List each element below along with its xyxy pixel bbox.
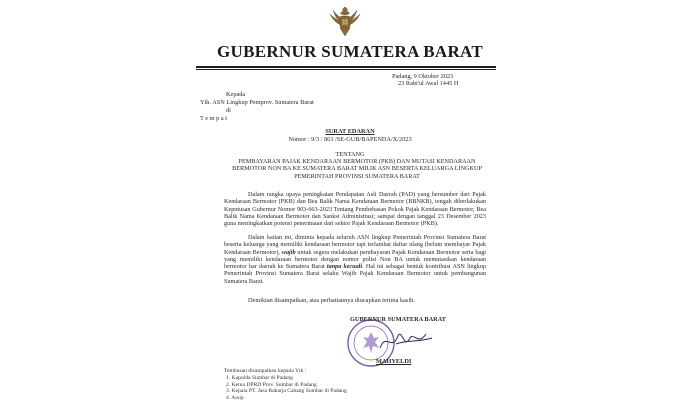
letter-number: Nomor : 9/3 / 863 /SE-GUB/BAPENDA/X/2023 xyxy=(288,136,412,143)
para2-tanpa-kecuali: tanpa kecuali xyxy=(326,263,363,271)
date-gregorian: Padang, 9 Oktober 2023 xyxy=(392,73,454,80)
date-hijri: 23 Rabi'ul Awal 1445 H xyxy=(398,80,459,87)
body-paragraph-1 xyxy=(224,191,486,227)
cc-item: 2. Ketua DPRD Prov. Sumbar di Padang xyxy=(226,381,317,388)
handwritten-signature-icon xyxy=(376,326,436,356)
letterhead-rule-thin xyxy=(196,69,496,70)
body-paragraph-1-text: Dalam rangka upaya peningkatan Pendapatan Asli Daerah (PAD) yang bersumber dari Pajak Kendaraan Bermotor (PKB) dan Bea Balik Nama Kendaraan Bermotor (BBNKB), tengah diberlakukan Keputusan Gubernur Nomor 903-663-2023 Tentang Pembebasan Pokok Pajak Kendaraan Bermotor, Bea Balik Nama Kendaraan Bermotor dan Sanksi Administrasi; sampai dengan tanggal 23 Desember 2023 guna meningkatkan potensi penerimaan dari sektor Pajak Kendaraan Bermotor (PKB). xyxy=(224,191,486,228)
para2-part-c: untuk segera melakukan pembayaran Pajak Kendaraan Bermotor serta bagi yang memiliki kendaraan bermotor dengan nomor polisi Non BA untuk memutasikan kendaraan bermotor har daerah ke Sumatera Barat xyxy=(224,248,487,271)
signature-name: MAHYELDI xyxy=(376,358,412,365)
subject-text: PEMBAYARAN PAJAK KENDARAAN BERMOTOR (PKB) DAN MUTASI KENDARAAN BERMOTOR NON BA KE SUMATERA BARAT MILIK ASN BESERTA KELUARGA LINGKUP PEMERINTAH PROVINSI SUMATERA BARAT xyxy=(232,158,482,180)
garuda-emblem-icon xyxy=(325,4,365,40)
tentang-label: TENTANG xyxy=(335,151,365,158)
cc-heading: Tembusan disampaikan kepada Yth : xyxy=(224,368,307,374)
cc-list xyxy=(226,375,347,401)
para2-part-e: . Hal ini sebagai bentuk kontribusi ASN lingkup Pemerintah Provinsi Sumatera Barat selaku Wajib Pajak Kendaraan Bermotor untuk pembangunan Sumatera Barat. xyxy=(224,263,486,285)
para2-wajib: wajib xyxy=(281,248,296,256)
cc-item: 1. Kapolda Sumbar di Padang xyxy=(226,375,293,381)
recipient-kepada: Kepada xyxy=(226,91,246,98)
letterhead-rule-thick xyxy=(196,66,496,68)
signature-office: GUBERNUR SUMATERA BARAT xyxy=(350,316,446,323)
para2-part-a: Dalam kaitan ini, diminta kepada seluruh ASN lingkup Pemerintah Provinsi Sumatera Barat beserta keluarga yang memiliki kendaraan bermotor tapi terlambat daftar ulang (belum membayar Pajak Kendaraan Bermotor), xyxy=(224,234,486,256)
cc-item: 3. Kepala PT. Jasa Raharja Cabang Sumbar di Padang xyxy=(226,388,347,395)
letterhead-title: GUBERNUR SUMATERA BARAT xyxy=(216,42,484,61)
recipient-di: di xyxy=(226,107,231,114)
cc-item: 4. Arsip xyxy=(226,394,244,401)
recipient-tempat: T e m p a t xyxy=(200,115,227,122)
body-paragraph-2 xyxy=(224,234,486,285)
letter-title: SURAT EDARAN xyxy=(325,128,375,135)
closing-sentence: Demikian disampaikan, atas perhatiannya diucapkan terima kasih. xyxy=(248,297,415,304)
recipient-yth: Yth. ASN Lingkup Pemprov. Sumatera Barat xyxy=(200,99,314,106)
